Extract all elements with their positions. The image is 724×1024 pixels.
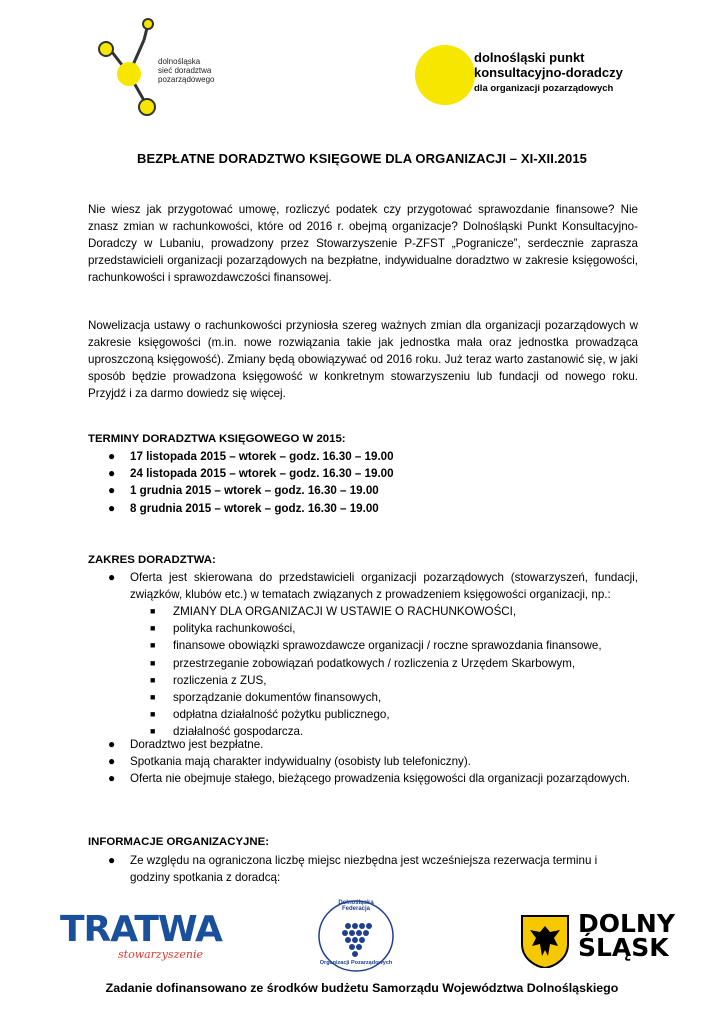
network-logo-line: sieć doradztwa — [158, 66, 212, 75]
list-item: ● Doradztwo jest bezpłatne. — [108, 737, 264, 751]
network-logo-line: dolnośląska — [158, 57, 201, 66]
list-item: ● 1 grudnia 2015 – wtorek – godz. 16.30 – 19.00 — [108, 483, 379, 498]
terms-list — [108, 448, 630, 517]
punkt-logo — [414, 44, 654, 124]
dolny-slask-logo — [520, 909, 690, 972]
list-item: ■ sporządzanie dokumentów finansowych, — [150, 691, 382, 705]
list-item: ● Ze względu na ograniczona liczbę miejsc niezbędna jest wcześniejsza rezerwacja terminu i godziny spotkania z doradcą: — [108, 853, 598, 885]
molecule-icon — [86, 16, 166, 120]
punkt-logo-line2: konsultacyjno-doradczy — [474, 65, 623, 80]
eagle-shield-icon — [520, 914, 570, 968]
tratwa-name: TRATWA — [60, 909, 222, 950]
terms-heading: TERMINY DORADZTWA KSIĘGOWEGO W 2015: — [88, 433, 346, 445]
intro-paragraph: Nie wiesz jak przygotować umowę, rozliczyć podatek czy przygotować sprawozdanie finansowe? Nie znasz zmian w rachunkowości, które od 2016 r. obejmą organizacje? Dolnośląski Punkt Konsultacyjno-Doradczy w Lubaniu, prowadzony przez Stowarzyszenie P-ZFST „Pogranicze”, serdecznie zaprasza przedstawicieli organizacji pozarządowych na bezpłatne, indywidualne doradztwo w zakresie księgowości, rachunkowości i sprawozdawczości finansowej. — [88, 203, 638, 284]
list-item: ● 24 listopada 2015 – wtorek – godz. 16.30 – 19.00 — [108, 466, 394, 481]
yellow-circle-icon — [414, 44, 476, 106]
info-list — [108, 852, 638, 886]
dolny-text: DOLNY — [578, 909, 675, 938]
list-item: ● 17 listopada 2015 – wtorek – godz. 16.30 – 19.00 — [108, 449, 394, 463]
list-item: ● 8 grudnia 2015 – wtorek – godz. 16.30 – 19.00 — [108, 500, 379, 515]
list-item: ■ rozliczenia z ZUS, — [150, 673, 267, 687]
list-item: ■ działalność gospodarcza. — [150, 725, 304, 739]
list-item: ■ polityka rachunkowości, — [150, 622, 296, 636]
list-item: ■ odpłatna działalność pożytku publicznego, — [150, 708, 390, 722]
network-logo — [86, 16, 226, 120]
network-logo-line: pozarządowego — [158, 75, 215, 84]
info-heading: INFORMACJE ORGANIZACYJNE: — [88, 836, 269, 848]
scope-list — [108, 569, 638, 603]
federacja-logo — [310, 896, 402, 972]
list-item: ● Oferta jest skierowana do przedstawicieli organizacji pozarządowych (stowarzyszeń, fundacji, związków, klubów etc.) w tematach związanych z prowadzeniem księgowości organizacji, np.: — [108, 570, 638, 602]
tratwa-sub: stowarzyszenie — [118, 948, 203, 961]
federacja-top-text: Dolnośląska Federacja — [338, 900, 374, 912]
scope-notes-list — [108, 736, 638, 788]
slask-text: ŚLĄSK — [578, 933, 669, 962]
amendment-paragraph: Nowelizacja ustawy o rachunkowości przyniosła szereg ważnych zmian dla organizacji pozarządowych w zakresie księgowości (m.in. nowe rozwiązania takie jak jednostka mała oraz jednostka prowadząca uproszczoną księgowość). Zmiany będą obowiązywać od 2016 roku. Już teraz warto zastanowić się, w jaki sposób będzie prowadzona księgowość w konkretnym stowarzyszeniu lub fundacji od nowego roku. Przyjdź i za darmo dowiedz się więcej. — [88, 319, 638, 400]
tratwa-logo — [60, 910, 220, 970]
page-title: BEZPŁATNE DORADZTWO KSIĘGOWE DLA ORGANIZACJI – XI-XII.2015 — [136, 151, 587, 166]
list-item: ■ ZMIANY DLA ORGANIZACJI W USTAWIE O RACHUNKOWOŚCI, — [150, 605, 517, 618]
list-item: ● Oferta nie obejmuje stałego, bieżącego prowadzenia księgowości dla organizacji pozarządowych. — [108, 771, 631, 786]
list-item: ■ finansowe obowiązki sprawozdawcze organizacji / roczne sprawozdania finansowe, — [150, 639, 602, 653]
scope-sublist — [150, 603, 643, 741]
list-item: ● Spotkania mają charakter indywidualny (osobisty lub telefoniczny). — [108, 754, 471, 769]
punkt-logo-line1: dolnośląski punkt — [474, 50, 585, 65]
punkt-logo-line3: dla organizacji pozarządowych — [474, 83, 614, 94]
list-item: ■ przestrzeganie zobowiązań podatkowych / rozliczenia z Urzędem Skarbowym, — [150, 656, 576, 670]
federacja-bottom-text: Organizacji Pozarządowych — [319, 960, 393, 966]
scope-heading: ZAKRES DORADZTWA: — [88, 554, 216, 566]
footer-funding-note: Zadanie dofinansowano ze środków budżetu Samorządu Województwa Dolnośląskiego — [105, 981, 619, 995]
